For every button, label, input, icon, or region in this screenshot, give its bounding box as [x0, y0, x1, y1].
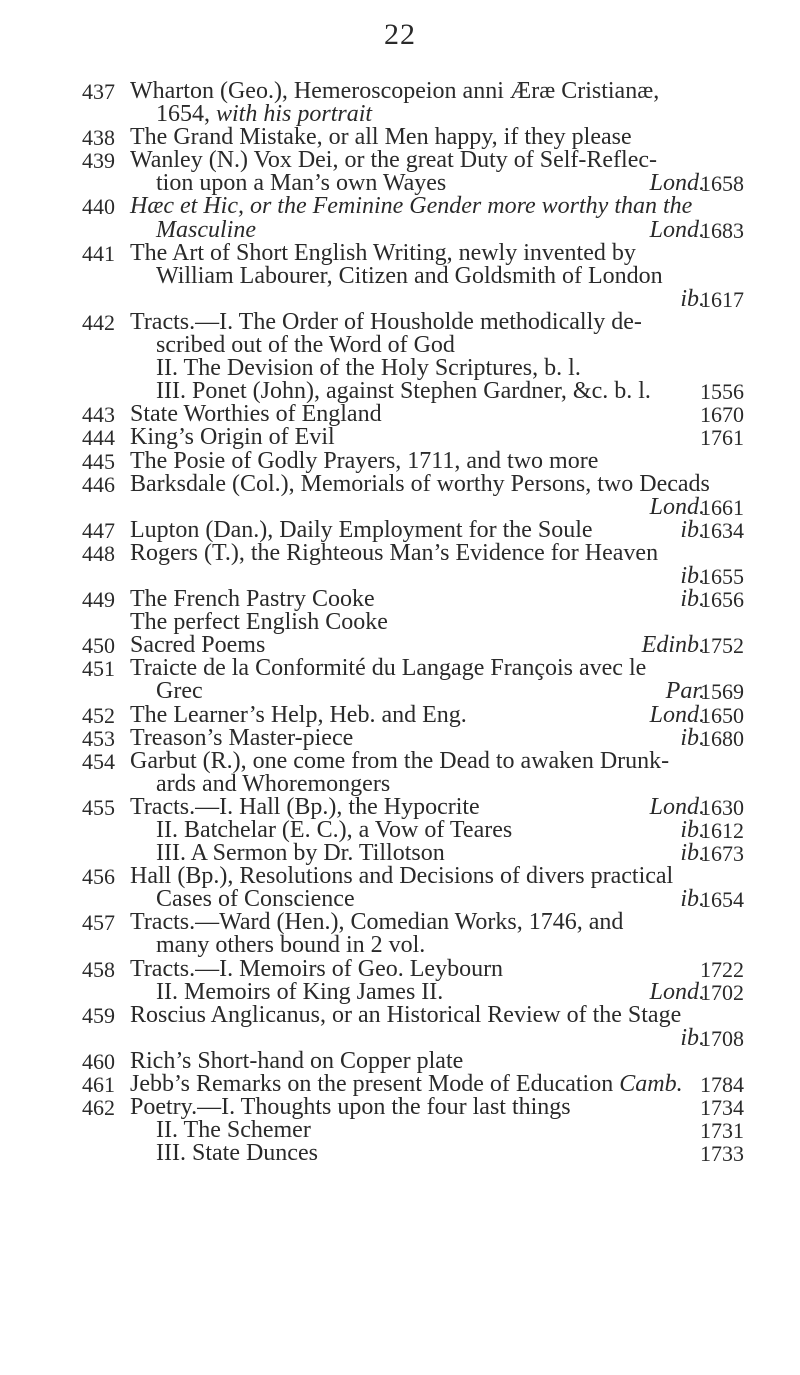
catalogue-line — [0, 334, 800, 357]
imprint-place: Par. — [665, 678, 705, 705]
entry-text-part: tion upon a Man’s own Wayes — [156, 170, 447, 197]
catalogue-line — [0, 588, 800, 611]
catalogue-line — [0, 149, 800, 172]
entry-text — [130, 747, 670, 774]
entry-text — [130, 911, 623, 934]
entry-text-part: with his portrait — [216, 101, 373, 128]
page-number: 22 — [384, 18, 416, 51]
entry-text — [130, 793, 480, 820]
entry-text-part: The perfect English Cooke — [130, 609, 388, 636]
entry-text — [130, 1073, 683, 1096]
catalogue-line — [0, 911, 800, 934]
catalogue-line — [0, 308, 800, 335]
imprint-place: Lond. — [649, 493, 705, 520]
entry-text-part: State Worthies of England — [130, 401, 382, 428]
entry-text — [130, 470, 710, 497]
catalogue-line — [0, 680, 800, 703]
imprint-year: 1702 — [700, 979, 744, 1005]
catalogue-line — [0, 701, 800, 728]
catalogue-line — [0, 1073, 800, 1096]
lot-number: 445 — [82, 448, 115, 474]
catalogue-line — [0, 1024, 800, 1051]
catalogue-line — [0, 934, 800, 957]
entry-text-part: many others bound in 2 vol. — [156, 932, 426, 959]
imprint-year: 1761 — [700, 425, 744, 451]
imprint-place: ib. — [680, 586, 705, 613]
lot-number: 459 — [82, 1002, 115, 1028]
entry-text — [130, 447, 599, 474]
entry-text-part: The Posie of Godly Prayers, 1711, and two more — [130, 447, 599, 474]
catalogue-line — [0, 195, 800, 218]
entry-text-part: The Grand Mistake, or all Men happy, if they please — [130, 124, 632, 151]
imprint-year: 1733 — [700, 1141, 744, 1167]
imprint-place: Edinb. — [641, 632, 705, 659]
catalogue-line — [0, 865, 800, 888]
entry-text-part: Masculine — [156, 216, 256, 243]
entry-text — [156, 680, 203, 703]
entry-text-part: II. The Devision of the Holy Scriptures, b. l. — [156, 355, 581, 382]
imprint-year: 1708 — [700, 1025, 744, 1051]
entry-text-part: ards and Whoremongers — [156, 770, 391, 797]
lot-number: 460 — [82, 1048, 115, 1074]
catalogue-line — [0, 380, 800, 403]
entry-text-part: Roscius Anglicanus, or an Historical Review of the Stage — [130, 1001, 682, 1028]
imprint-place: Lond. — [649, 978, 705, 1005]
entry-text — [130, 239, 636, 266]
imprint-place: Lond. — [649, 216, 705, 243]
entry-text — [130, 701, 467, 728]
catalogue-line — [0, 403, 800, 426]
catalogue-line — [0, 470, 800, 497]
entry-text — [156, 172, 446, 195]
imprint-year: 1556 — [700, 379, 744, 405]
imprint-place: Lond. — [649, 701, 705, 728]
entry-text-part: II. The Schemer — [156, 1117, 311, 1144]
catalogue-line — [0, 819, 800, 842]
entry-text-part: III. State Dunces — [156, 1140, 318, 1167]
catalogue-line — [0, 516, 800, 543]
entry-text — [156, 103, 372, 126]
catalogue-line — [0, 539, 800, 566]
entry-text-part: Treason’s Master-piece — [130, 724, 354, 751]
imprint-year: 1617 — [700, 286, 744, 312]
entry-text — [130, 657, 646, 680]
imprint-year: 1731 — [700, 1118, 744, 1144]
lot-number: 443 — [82, 402, 115, 428]
entry-text-part: Lupton (Dan.), Daily Employment for the Soule — [130, 516, 593, 543]
imprint-year: 1673 — [700, 841, 744, 867]
entry-text-part: Rogers (T.), the Righteous Man’s Evidence for Heaven — [130, 539, 659, 566]
entry-text — [130, 611, 388, 634]
imprint-place: ib. — [680, 886, 705, 913]
lot-number: 458 — [82, 956, 115, 982]
entry-text — [156, 262, 663, 289]
catalogue-line — [0, 978, 800, 1005]
entry-text — [156, 934, 425, 957]
entry-text — [156, 334, 455, 357]
entry-text-part: Cases of Conscience — [156, 886, 355, 913]
entry-text — [156, 216, 256, 243]
imprint-place: Lond. — [649, 793, 705, 820]
entry-text — [156, 819, 512, 842]
entry-text-part: Tracts.—I. The Order of Housholde methodically de- — [130, 308, 642, 335]
entry-text-part: III. A Sermon by Dr. Tillotson — [156, 840, 445, 867]
entry-text — [156, 1142, 318, 1165]
entry-text — [156, 380, 651, 403]
entry-text-part: II. Batchelar (E. C.), a Vow of Teares — [156, 817, 513, 843]
entry-text-part: Poetry.—I. Thoughts upon the four last things — [130, 1094, 571, 1121]
imprint-year: 1634 — [700, 517, 744, 543]
lot-number: 452 — [82, 702, 115, 728]
catalogue-line — [0, 793, 800, 820]
catalogue-line — [0, 1119, 800, 1142]
entry-text-part: Traicte de la Conformité du Langage François avec le — [130, 655, 647, 682]
catalogue-line — [0, 357, 800, 380]
entry-text-part: The French Pastry Cooke — [130, 586, 375, 613]
imprint-year: 1670 — [700, 402, 744, 428]
lot-number: 456 — [82, 864, 115, 890]
catalogue-line — [0, 955, 800, 982]
imprint-year: 1752 — [700, 633, 744, 659]
entry-text — [130, 1096, 571, 1119]
entry-text-part: Rich’s Short-hand on Copper plate — [130, 1047, 464, 1074]
entry-text-part: Tracts.—I. Memoirs of Geo. Leybourn — [130, 955, 504, 982]
entry-text — [156, 1119, 311, 1142]
lot-number: 453 — [82, 725, 115, 751]
entry-text-part: Tracts.—I. Hall (Bp.), the Hypocrite — [130, 793, 480, 820]
imprint-place: ib. — [680, 840, 705, 867]
imprint-place: ib. — [680, 817, 705, 843]
entry-text — [156, 357, 581, 380]
entry-text — [156, 770, 391, 797]
catalogue-line — [0, 447, 800, 474]
entry-text-part: scribed out of the Word of God — [156, 332, 455, 359]
lot-number: 462 — [82, 1095, 115, 1121]
entry-text — [130, 126, 632, 149]
catalogue-line — [0, 747, 800, 774]
imprint-year: 1683 — [700, 217, 744, 243]
lot-number: 439 — [82, 148, 115, 174]
imprint-year: 1656 — [700, 587, 744, 613]
catalogue-line — [0, 657, 800, 680]
imprint-place: ib. — [680, 516, 705, 543]
imprint-year: 1569 — [700, 679, 744, 705]
imprint-year: 1680 — [700, 725, 744, 751]
entry-text-part: Jebb’s Remarks on the present Mode of Education — [130, 1071, 620, 1098]
catalogue-line — [0, 1001, 800, 1028]
entry-text-part: King’s Origin of Evil — [130, 424, 335, 451]
imprint-year: 1612 — [700, 818, 744, 843]
entry-text — [130, 516, 593, 543]
entry-text-part: 1654, — [156, 101, 216, 128]
entry-text — [130, 308, 642, 335]
lot-number: 437 — [82, 79, 115, 104]
entry-text — [130, 865, 673, 888]
entry-text-part: Barksdale (Col.), Memorials of worthy Persons, two Decads — [130, 470, 710, 497]
lot-number: 449 — [82, 587, 115, 613]
catalogue-line — [0, 770, 800, 797]
catalogue-line — [0, 562, 800, 589]
lot-number: 455 — [82, 794, 115, 820]
lot-number: 450 — [82, 633, 115, 659]
catalogue-line — [0, 493, 800, 520]
imprint-year: 1630 — [700, 794, 744, 820]
imprint-year: 1734 — [700, 1095, 744, 1121]
entry-text-part: III. Ponet (John), against Stephen Gardner, &c. b. l. — [156, 378, 651, 405]
entry-text-part: Tracts.—Ward (Hen.), Comedian Works, 1746, and — [130, 909, 624, 936]
entry-text-part: Grec — [156, 678, 203, 705]
imprint-year: 1658 — [700, 171, 744, 197]
lot-number: 457 — [82, 910, 115, 936]
catalogue-line — [0, 1096, 800, 1119]
entry-text — [130, 539, 659, 566]
catalogue-line — [0, 172, 800, 195]
lot-number: 448 — [82, 540, 115, 566]
catalogue-line — [0, 126, 800, 149]
catalogue-line — [0, 1142, 800, 1165]
entry-text-part: Hall (Bp.), Resolutions and Decisions of divers practical — [130, 863, 674, 890]
imprint-year: 1655 — [700, 563, 744, 589]
imprint-year: 1722 — [700, 956, 744, 982]
imprint-year: 1661 — [700, 494, 744, 520]
entry-text — [130, 80, 659, 103]
entry-text — [130, 149, 657, 172]
catalogue-line — [0, 724, 800, 751]
entry-text — [130, 955, 504, 982]
imprint-year: 1654 — [700, 887, 744, 913]
entry-text — [130, 588, 375, 611]
lot-number: 438 — [82, 125, 115, 151]
entry-text — [130, 724, 354, 751]
entry-text — [130, 634, 265, 657]
lot-number: 440 — [82, 194, 115, 220]
lot-number: 446 — [82, 471, 115, 497]
imprint-place: Lond. — [649, 170, 705, 197]
lot-number: 451 — [82, 656, 115, 682]
imprint-place: ib. — [680, 562, 705, 589]
imprint-place: ib. — [680, 1024, 705, 1051]
lot-number: 447 — [82, 517, 115, 543]
lot-number: 442 — [82, 309, 115, 335]
lot-number: 461 — [82, 1072, 115, 1098]
lot-number: 441 — [82, 240, 115, 266]
entry-text-part: The Art of Short English Writing, newly invented by — [130, 239, 636, 266]
catalogue-entries — [0, 80, 800, 1165]
entry-text-part: Wharton (Geo.), Hemeroscopeion anni Æræ Cristianæ, — [130, 78, 660, 104]
entry-text-part: William Labourer, Citizen and Goldsmith of London — [156, 262, 663, 289]
catalogue-line — [0, 842, 800, 865]
catalogue-line — [0, 888, 800, 911]
catalogue-line — [0, 611, 800, 634]
catalogue-line — [0, 426, 800, 449]
catalogue-line — [0, 103, 800, 126]
entry-text-part: Wanley (N.) Vox Dei, or the great Duty of Self-Reflec- — [130, 147, 658, 174]
catalogue-line — [0, 1047, 800, 1074]
lot-number: 454 — [82, 748, 115, 774]
entry-text-part: Sacred Poems — [130, 632, 266, 659]
entry-text — [130, 195, 692, 218]
catalogue-line — [0, 80, 800, 103]
catalogue-line — [0, 262, 800, 289]
catalogue-line — [0, 216, 800, 243]
entry-text-part: Garbut (R.), one come from the Dead to awaken Drunk- — [130, 747, 670, 774]
entry-text — [156, 842, 445, 865]
imprint-year: 1784 — [700, 1072, 744, 1098]
imprint-place: ib. — [680, 285, 705, 312]
entry-text-part: Camb. — [619, 1071, 683, 1098]
imprint-place: ib. — [680, 724, 705, 751]
lot-number: 444 — [82, 425, 115, 451]
entry-text-part: The Learner’s Help, Heb. and Eng. — [130, 701, 467, 728]
entry-text — [156, 888, 355, 911]
entry-text — [130, 1001, 682, 1028]
imprint-year: 1650 — [700, 702, 744, 728]
entry-text — [156, 978, 444, 1005]
entry-text-part: Hæc et Hic, or the Feminine Gender more worthy than the — [130, 193, 693, 220]
catalogue-line — [0, 285, 800, 312]
catalogue-line — [0, 634, 800, 657]
entry-text — [130, 426, 335, 449]
entry-text — [130, 403, 382, 426]
entry-text-part: II. Memoirs of King James II. — [156, 978, 444, 1005]
entry-text — [130, 1047, 464, 1074]
catalogue-line — [0, 239, 800, 266]
